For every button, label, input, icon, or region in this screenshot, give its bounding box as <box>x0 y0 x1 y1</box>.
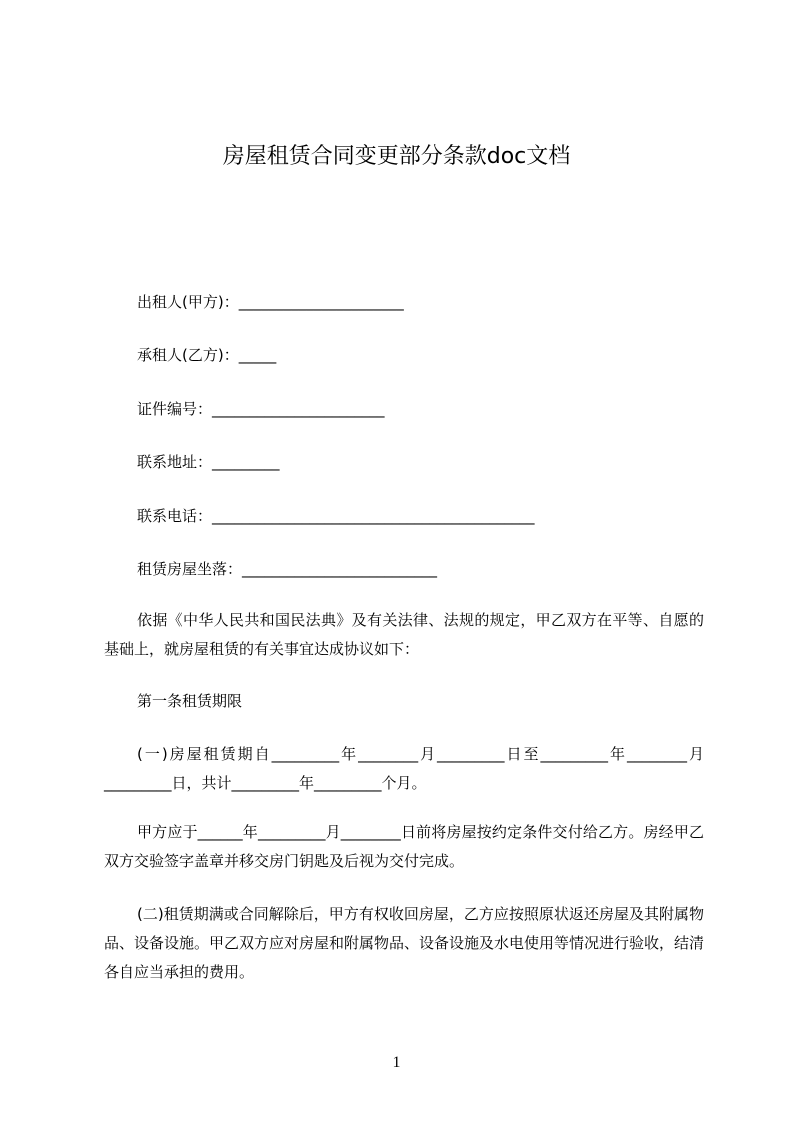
handover-paragraph: 甲方应于______年_________月________日前将房屋按约定条件交付给乙方。房经甲乙双方交验签字盖章并移交房门钥匙及后视为交付完成。 <box>104 823 704 870</box>
clause-1-paragraph: (一)房屋租赁期自_________年________月_________日至_________年________月_________日，共计_________年_________个月。 <box>104 745 704 792</box>
page-number: 1 <box>392 1054 401 1071</box>
lessor-blank: ______________________ <box>238 293 404 311</box>
phone-blank: ___________________________________________ <box>212 507 535 525</box>
phone-label: 联系电话： <box>137 507 213 525</box>
location-label: 租赁房屋坐落： <box>137 560 243 578</box>
location-field <box>137 558 437 580</box>
phone-field <box>137 505 535 527</box>
address-field <box>137 451 280 473</box>
lessor-label: 出租人(甲方)： <box>137 293 239 311</box>
article-1-heading: 第一条租赁期限 <box>137 692 243 710</box>
lessor-field <box>137 291 404 313</box>
location-blank: __________________________ <box>242 560 438 578</box>
preamble-paragraph: 依据《中华人民共和国民法典》及有关法律、法规的规定，甲乙双方在平等、自愿的基础上，就房屋租赁的有关事宜达成协议如下： <box>104 611 704 658</box>
lessee-blank: _____ <box>238 346 277 364</box>
id-number-label: 证件编号： <box>137 400 213 418</box>
address-label: 联系地址： <box>137 453 213 471</box>
lessee-label: 承租人(乙方)： <box>137 346 239 364</box>
id-number-blank: _______________________ <box>212 400 385 418</box>
lessee-field <box>137 344 276 366</box>
document-title: 房屋租赁合同变更部分条款doc文档 <box>222 144 571 169</box>
id-number-field <box>137 398 385 420</box>
clause-2-paragraph: (二)租赁期满或合同解除后，甲方有权收回房屋，乙方应按照原状返还房屋及其附属物品、设备设施。甲乙双方应对房屋和附属物品、设备设施及水电使用等情况进行验收，结清各自应当承担的费用。 <box>104 905 705 981</box>
address-blank: _________ <box>212 453 280 471</box>
